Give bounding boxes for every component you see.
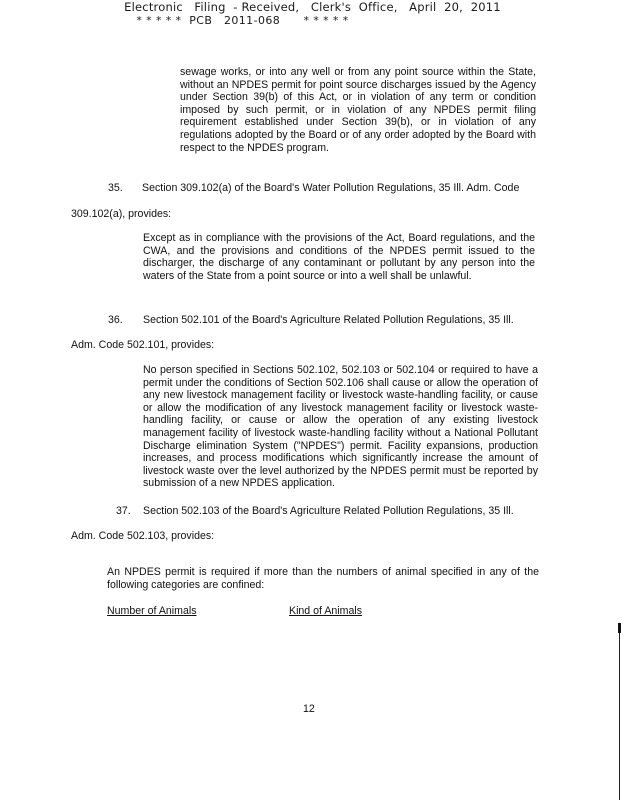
quote-text: sewage works, or into any well or from any point source within the State, without an NPDES permit for point source discharges issued by the Agency under Section 39(b) of this Act, or in violation of any term or condition imposed by such permit, or in violation of any NPDES permit filing requirement established under Section 39(b), or in violation of any regulations adopted by the Board or of any order adopted by the Board with respect to the NPDES program.: [180, 66, 536, 154]
paragraph-35-line1: Section 309.102(a) of the Board's Water Pollution Regulations, 35 Ill. Adm. Code: [142, 182, 520, 194]
scan-edge-mark: [618, 623, 621, 633]
paragraph-37-line1: Section 502.103 of the Board's Agriculture Related Pollution Regulations, 35 Ill.: [143, 505, 514, 517]
paragraph-number-36: 36.: [108, 314, 123, 326]
quoted-statute-block-2: [143, 232, 535, 282]
page-number: 12: [303, 703, 315, 715]
filing-header-line2: * * * * * PCB 2011-068 * * * * *: [136, 14, 349, 27]
table-header-kind-of-animals: Kind of Animals: [289, 605, 363, 617]
quoted-statute-block-4: [107, 566, 539, 591]
filing-header-line1: Electronic Filing - Received, Clerk's Office, April 20, 2011: [124, 0, 501, 14]
paragraph-36-line2: Adm. Code 502.101, provides:: [71, 339, 215, 351]
paragraph-number-37: 37.: [116, 505, 131, 517]
quoted-statute-block-1: [180, 66, 536, 154]
quote-text: An NPDES permit is required if more than the numbers of animal specified in any of the following categories are confined:: [107, 566, 539, 591]
paragraph-37-line2: Adm. Code 502.103, provides:: [71, 530, 215, 542]
paragraph-36-line1: Section 502.101 of the Board's Agriculture Related Pollution Regulations, 35 Ill.: [143, 314, 514, 326]
table-header-number-of-animals: Number of Animals: [107, 605, 197, 617]
paragraph-number-35: 35.: [108, 182, 123, 194]
quote-text: Except as in compliance with the provisions of the Act, Board regulations, and the CWA, and the provisions and conditions of the NPDES permit issued to the discharger, the discharge of any contaminant or pollutant by any person into the waters of the State from a point source or into a well shall be unlawful.: [143, 232, 535, 282]
paragraph-35-line2: 309.102(a), provides:: [71, 208, 172, 220]
scan-edge-line: [619, 625, 620, 800]
quote-text: No person specified in Sections 502.102, 502.103 or 502.104 or required to have a permit under the conditions of Section 502.106 shall cause or allow the operation of any new livestock management facility or livestock waste-handling facility, or cause or allow the modification of any livestock management facility or livestock waste-handling facility, or cause or allow the operation of any existing livestock management facility of livestock waste-handling facility without a National Pollutant Discharge elimination System ("NPDES") permit. Facility expansions, production increases, and process modifications which significantly increase the amount of livestock waste over the level authorized by the NPDES permit must be reported by submission of a new NPDES application.: [143, 364, 538, 490]
quoted-statute-block-3: [143, 364, 538, 490]
